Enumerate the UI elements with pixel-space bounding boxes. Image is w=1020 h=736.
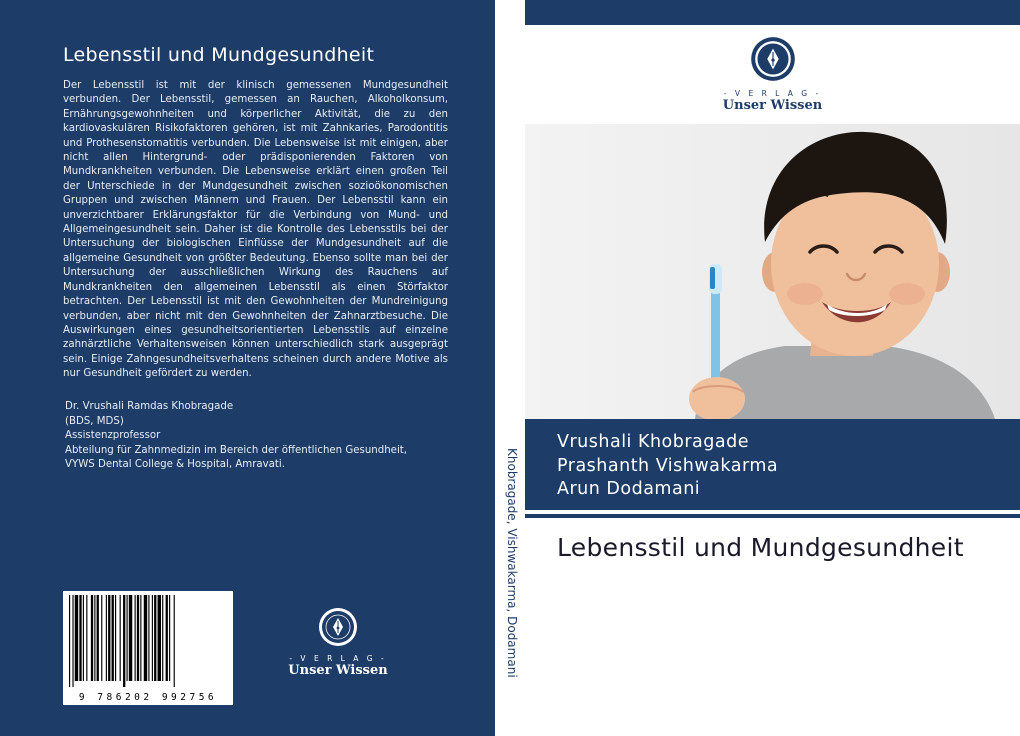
publisher-verlag-label: - V E R L A G - <box>289 654 387 663</box>
barcode-bar <box>123 595 125 687</box>
spine-authors <box>500 448 520 678</box>
barcode-bar <box>72 595 73 687</box>
publisher-logo-front <box>715 36 830 113</box>
barcode-bar <box>101 595 102 681</box>
author-name: Vrushali Khobragade <box>557 432 749 452</box>
publisher-name: Unser Wissen <box>722 98 823 113</box>
child-with-toothbrush-illustration <box>525 124 1020 419</box>
bio-line: Dr. Vrushali Ramdas Khobragade <box>65 401 234 412</box>
front-cover-title: Lebensstil und Mundgesundheit <box>557 533 964 562</box>
bio-line: Abteilung für Zahnmedizin im Bereich der öffentlichen Gesundheit, <box>65 444 408 456</box>
barcode-bar <box>94 595 95 681</box>
barcode-bar <box>69 595 70 687</box>
barcode-bar <box>169 595 170 681</box>
barcode-bar <box>166 595 168 681</box>
publisher-seal-icon <box>750 36 796 82</box>
barcode-bar <box>148 595 149 681</box>
barcode-bar <box>127 595 128 681</box>
barcode-bar <box>91 595 93 681</box>
author-name: Arun Dodamani <box>557 479 701 499</box>
author-name: Prashanth Vishwakarma <box>557 456 779 476</box>
isbn-digits: 9 786202 992756 <box>78 692 218 703</box>
barcode-bar <box>75 595 78 681</box>
publisher-name: Unser Wissen <box>288 663 388 678</box>
author-bio <box>65 400 445 473</box>
barcode-bar <box>106 595 107 681</box>
barcode-bar <box>83 595 84 681</box>
barcode-bar <box>158 595 161 681</box>
barcode-bar <box>108 595 110 681</box>
back-cover-title: Lebensstil und Mundgesundheit <box>63 44 375 66</box>
publisher-seal-icon <box>318 607 358 647</box>
barcode-bars-icon <box>69 595 227 687</box>
barcode-bar <box>174 595 175 687</box>
barcode-bar <box>140 595 141 681</box>
barcode-bar <box>129 595 132 681</box>
cover-photo <box>525 124 1020 419</box>
authors-panel <box>525 419 1020 510</box>
blurb-text: Der Lebensstil ist mit der klinisch gemessenen Mundgesundheit verbunden. Der Lebensstil, gemessen an Rauchen, Alkoholkonsum, Ernährungsgewohnheiten und körperlicher Aktivität, die zu den kardiovaskulären Risikofaktoren gehören, ist mit Zahnkaries, Parodontitis und Prothesenstomatitis verbunden. Die Lebensweise ist mit einigen, aber nicht allen Hintergrund- oder prädisponierenden Faktoren von Mundkrankheiten verbunden. Die Lebensweise erklärt einen großen Teil der Unterschiede in der Mundgesundheit zwischen sozioökonomischen Gruppen und zwischen Männern und Frauen. Der Lebensstil kann ein unverzichtbarer Erklärungsfaktor für die Verbindung von Mund- und Allgemeingesundheit sein. Daher ist die Kontrolle des Lebensstils bei der Untersuchung der biologischen Einflüsse der Mundgesundheit auf die allgemeine Gesundheit von größter Bedeutung. Ebenso sollte man bei der Untersuchung der ausschließlichen Wirkung des Rauchens auf Mundkrankheiten den allgemeinen Lebensstil als einen Störfaktor betrachten. Der Lebensstil ist mit den Gewohnheiten der Mundreinigung verbunden, aber nicht mit den Gewohnheiten der Zahnarztbesuche. Die Auswirkungen eines gesundheitsorientierten Lebensstils auf einzelne zahnärztliche Verhaltensweisen können unterschiedlich stark ausgeprägt sein. Einige Zahngesundheitsverhaltens scheinen durch andere Motive als nur Gesundheit gefördert zu werden. <box>63 80 448 380</box>
barcode-bar <box>154 595 156 681</box>
barcode-bar <box>162 595 163 681</box>
publisher-logo-back <box>288 607 388 678</box>
bio-line: Assistenzprofessor <box>65 430 161 441</box>
barcode-bar <box>86 595 87 681</box>
publisher-verlag-label: - V E R L A G - <box>723 89 822 98</box>
barcode-bar <box>152 595 153 681</box>
barcode-bar <box>120 595 121 681</box>
barcode-bar <box>135 595 136 681</box>
barcode-bar <box>137 595 139 681</box>
barcode-bar <box>112 595 114 681</box>
front-cover <box>525 0 1020 736</box>
barcode-bar <box>144 595 147 681</box>
bio-line: VYWS Dental College & Hospital, Amravati. <box>65 459 285 470</box>
barcode-bar <box>97 595 99 681</box>
front-top-bar <box>525 0 1020 25</box>
divider <box>525 514 1020 518</box>
spine-authors-text: Khobragade, Vishwakarma, Dodamani <box>505 448 519 678</box>
bio-line: (BDS, MDS) <box>65 415 124 427</box>
barcode-bar <box>79 595 81 681</box>
isbn-barcode <box>63 591 233 705</box>
back-cover <box>0 0 495 736</box>
barcode-bar <box>115 595 116 681</box>
